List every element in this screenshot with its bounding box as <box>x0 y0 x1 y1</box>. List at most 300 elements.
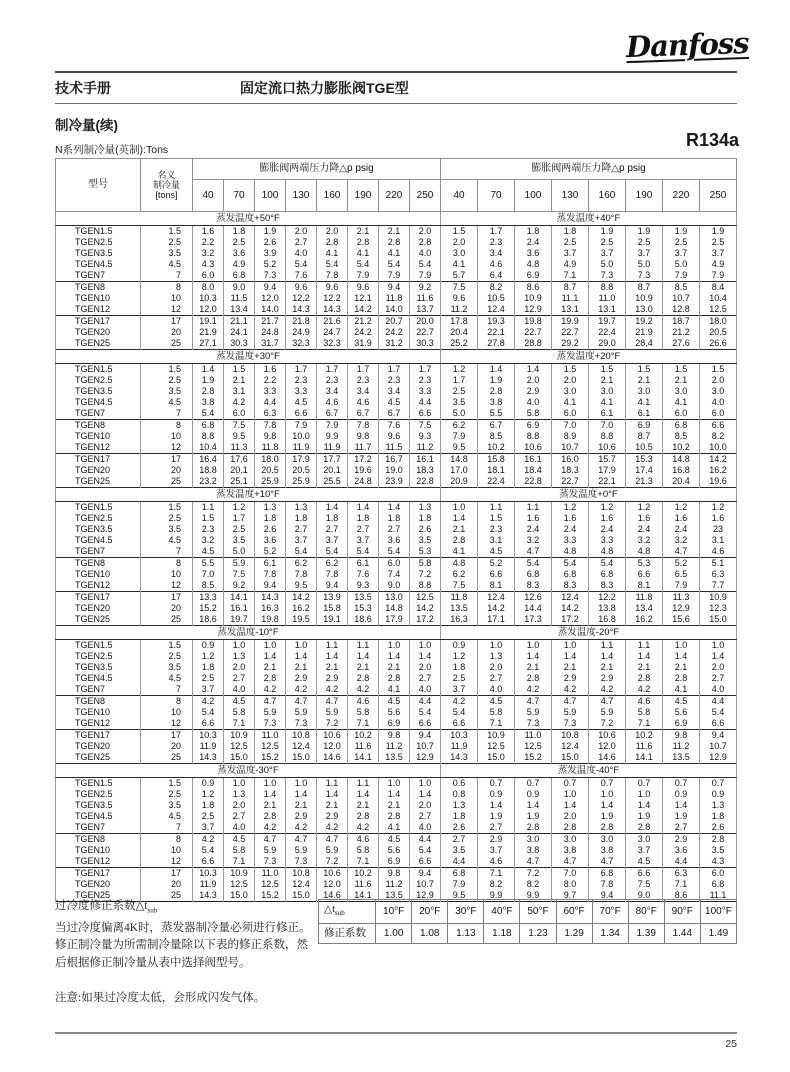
capacity-cell: 3.6 <box>224 248 255 259</box>
nominal-capacity-cell: 2.5 <box>141 237 193 248</box>
capacity-cell: 27.1 <box>193 338 224 350</box>
capacity-cell: 10.2 <box>626 730 663 742</box>
capacity-cell: 12.0 <box>317 741 348 752</box>
capacity-cell: 2.5 <box>441 386 478 397</box>
nominal-capacity-cell: 25 <box>141 752 193 764</box>
capacity-cell: 12.8 <box>663 304 700 316</box>
table-row <box>56 741 737 752</box>
model-cell: TGEN2.5 <box>56 789 141 800</box>
capacity-cell: 3.0 <box>663 386 700 397</box>
corr-factor-cell: 1.34 <box>592 924 628 944</box>
capacity-cell: 17.0 <box>441 465 478 476</box>
corr-factor-cell: 1.08 <box>412 924 448 944</box>
capacity-cell: 1.9 <box>193 375 224 386</box>
section-temp-label-left: 蒸发温度-10°F <box>56 626 441 640</box>
capacity-cell: 6.6 <box>478 569 515 580</box>
capacity-cell: 6.8 <box>663 420 700 432</box>
capacity-cell: 1.8 <box>224 226 255 238</box>
capacity-cell: 6.8 <box>441 868 478 880</box>
capacity-cell: 23.9 <box>379 476 410 488</box>
capacity-cell: 2.7 <box>663 822 700 834</box>
capacity-cell: 3.2 <box>663 535 700 546</box>
capacity-cell: 6.9 <box>515 270 552 282</box>
capacity-cell: 5.0 <box>441 408 478 420</box>
capacity-cell: 8.7 <box>552 282 589 294</box>
capacity-cell: 4.0 <box>286 248 317 259</box>
capacity-cell: 16.2 <box>626 614 663 626</box>
capacity-cell: 12.4 <box>552 592 589 604</box>
capacity-cell: 10.4 <box>700 293 737 304</box>
capacity-cell: 10.2 <box>663 442 700 454</box>
capacity-cell: 1.7 <box>478 226 515 238</box>
capacity-cell: 14.2 <box>700 454 737 466</box>
capacity-cell: 1.4 <box>317 789 348 800</box>
capacity-cell: 1.7 <box>441 375 478 386</box>
section-temp-row <box>56 350 737 364</box>
nominal-capacity-cell: 8 <box>141 282 193 294</box>
capacity-cell: 19.0 <box>379 465 410 476</box>
nominal-capacity-cell: 1.5 <box>141 640 193 652</box>
capacity-cell: 4.1 <box>379 822 410 834</box>
capacity-cell: 7.6 <box>348 569 379 580</box>
capacity-cell: 14.6 <box>317 752 348 764</box>
capacity-cell: 1.0 <box>286 640 317 652</box>
capacity-cell: 1.1 <box>626 640 663 652</box>
capacity-cell: 10.2 <box>348 730 379 742</box>
capacity-cell: 2.4 <box>515 524 552 535</box>
capacity-cell: 6.6 <box>626 868 663 880</box>
corr-temp-cell: 60°F <box>556 900 592 924</box>
capacity-cell: 4.2 <box>589 684 626 696</box>
capacity-cell: 3.7 <box>193 822 224 834</box>
capacity-cell: 1.4 <box>700 651 737 662</box>
model-cell: TGEN3.5 <box>56 662 141 673</box>
capacity-cell: 9.0 <box>626 890 663 902</box>
nominal-capacity-cell: 4.5 <box>141 673 193 684</box>
pressure-value-header: 220 <box>379 180 410 212</box>
capacity-cell: 4.9 <box>700 259 737 270</box>
capacity-cell: 25.9 <box>286 476 317 488</box>
capacity-cell: 7.0 <box>552 420 589 432</box>
doc-title: 固定流口热力膨胀阀TGE型 <box>240 80 409 96</box>
capacity-cell: 2.5 <box>224 524 255 535</box>
capacity-cell: 11.2 <box>410 442 441 454</box>
capacity-cell: 19.7 <box>589 316 626 328</box>
capacity-cell: 22.1 <box>478 327 515 338</box>
model-cell: TGEN25 <box>56 338 141 350</box>
table-row <box>56 375 737 386</box>
capacity-cell: 2.3 <box>379 375 410 386</box>
table-row <box>56 282 737 294</box>
capacity-cell: 22.7 <box>515 327 552 338</box>
model-cell: TGEN10 <box>56 431 141 442</box>
capacity-cell: 6.2 <box>441 569 478 580</box>
nominal-capacity-cell: 17 <box>141 592 193 604</box>
capacity-cell: 5.9 <box>286 845 317 856</box>
capacity-cell: 6.9 <box>663 718 700 730</box>
capacity-cell: 11.1 <box>552 293 589 304</box>
capacity-cell: 1.2 <box>552 502 589 514</box>
capacity-cell: 1.8 <box>193 662 224 673</box>
capacity-cell: 10.9 <box>626 293 663 304</box>
capacity-cell: 6.6 <box>193 856 224 868</box>
corr-factor-cell: 1.29 <box>556 924 592 944</box>
capacity-cell: 2.7 <box>700 673 737 684</box>
capacity-cell: 9.3 <box>410 431 441 442</box>
capacity-cell: 4.2 <box>255 684 286 696</box>
capacity-cell: 6.0 <box>552 408 589 420</box>
capacity-cell: 7.3 <box>515 718 552 730</box>
capacity-cell: 11.9 <box>286 442 317 454</box>
capacity-cell: 14.1 <box>626 752 663 764</box>
capacity-cell: 7.9 <box>663 580 700 592</box>
table-row <box>56 270 737 282</box>
capacity-cell: 3.5 <box>700 845 737 856</box>
capacity-cell: 20.0 <box>410 316 441 328</box>
capacity-cell: 4.1 <box>626 397 663 408</box>
capacity-cell: 14.2 <box>286 592 317 604</box>
table-row <box>56 684 737 696</box>
capacity-cell: 6.6 <box>626 569 663 580</box>
capacity-cell: 9.4 <box>317 580 348 592</box>
capacity-cell: 3.8 <box>193 397 224 408</box>
capacity-cell: 7.3 <box>255 856 286 868</box>
capacity-cell: 5.4 <box>441 707 478 718</box>
capacity-cell: 0.9 <box>478 789 515 800</box>
capacity-cell: 0.9 <box>700 789 737 800</box>
capacity-cell: 14.3 <box>193 890 224 902</box>
capacity-cell: 5.4 <box>410 707 441 718</box>
capacity-cell: 15.8 <box>317 603 348 614</box>
capacity-cell: 4.1 <box>589 397 626 408</box>
nominal-capacity-cell: 12 <box>141 442 193 454</box>
capacity-cell: 2.3 <box>478 524 515 535</box>
capacity-cell: 1.5 <box>626 364 663 376</box>
section-temp-row <box>56 626 737 640</box>
capacity-cell: 20.4 <box>663 476 700 488</box>
capacity-cell: 12.5 <box>700 304 737 316</box>
section-temp-label-right: 蒸发温度+0°F <box>441 488 737 502</box>
capacity-cell: 2.0 <box>410 662 441 673</box>
table-row <box>56 248 737 259</box>
capacity-cell: 23.2 <box>193 476 224 488</box>
capacity-cell: 9.6 <box>441 293 478 304</box>
capacity-cell: 3.4 <box>317 386 348 397</box>
capacity-cell: 2.5 <box>589 237 626 248</box>
capacity-cell: 15.0 <box>224 890 255 902</box>
capacity-cell: 4.7 <box>286 696 317 708</box>
capacity-cell: 1.6 <box>193 226 224 238</box>
capacity-cell: 2.1 <box>441 524 478 535</box>
capacity-cell: 7.1 <box>663 879 700 890</box>
capacity-cell: 13.5 <box>441 603 478 614</box>
capacity-cell: 13.5 <box>379 890 410 902</box>
nominal-capacity-cell: 1.5 <box>141 502 193 514</box>
capacity-cell: 2.1 <box>552 662 589 673</box>
capacity-cell: 8.9 <box>552 431 589 442</box>
capacity-cell: 4.2 <box>286 684 317 696</box>
capacity-cell: 1.7 <box>348 364 379 376</box>
section-temp-row <box>56 764 737 778</box>
capacity-cell: 3.0 <box>626 834 663 846</box>
capacity-cell: 8.8 <box>589 282 626 294</box>
model-column-header: 型号 <box>56 159 141 212</box>
capacity-cell: 31.7 <box>255 338 286 350</box>
capacity-cell: 15.6 <box>663 614 700 626</box>
capacity-cell: 2.1 <box>224 375 255 386</box>
capacity-cell: 5.0 <box>224 546 255 558</box>
section-temp-label-right: 蒸发温度+40°F <box>441 212 737 226</box>
capacity-cell: 14.6 <box>317 890 348 902</box>
table-row <box>56 651 737 662</box>
capacity-cell: 4.1 <box>663 397 700 408</box>
capacity-cell: 25.2 <box>441 338 478 350</box>
table-row <box>56 408 737 420</box>
capacity-cell: 1.4 <box>193 364 224 376</box>
capacity-cell: 2.3 <box>286 375 317 386</box>
capacity-cell: 5.3 <box>626 558 663 570</box>
capacity-cell: 2.7 <box>224 673 255 684</box>
table-row <box>56 569 737 580</box>
capacity-cell: 11.0 <box>255 730 286 742</box>
pressure-drop-header-right: 膨胀阀两端压力降△p psig <box>441 159 737 180</box>
nominal-capacity-cell: 10 <box>141 431 193 442</box>
capacity-cell: 3.7 <box>552 248 589 259</box>
table-row <box>56 580 737 592</box>
capacity-cell: 1.9 <box>589 811 626 822</box>
capacity-cell: 4.2 <box>317 684 348 696</box>
capacity-cell: 9.5 <box>441 890 478 902</box>
capacity-cell: 14.0 <box>255 304 286 316</box>
capacity-cell: 9.6 <box>317 282 348 294</box>
capacity-cell: 1.5 <box>552 364 589 376</box>
capacity-cell: 7.2 <box>589 718 626 730</box>
capacity-cell: 1.3 <box>224 789 255 800</box>
capacity-cell: 19.1 <box>317 614 348 626</box>
corr-temp-cell: 100°F <box>700 900 736 924</box>
capacity-cell: 2.0 <box>224 662 255 673</box>
capacity-cell: 5.4 <box>410 259 441 270</box>
capacity-cell: 7.9 <box>441 879 478 890</box>
corr-temp-row <box>319 900 737 924</box>
capacity-cell: 1.9 <box>663 811 700 822</box>
capacity-cell: 2.8 <box>589 822 626 834</box>
table-row <box>56 513 737 524</box>
capacity-cell: 5.0 <box>589 259 626 270</box>
capacity-cell: 4.5 <box>379 834 410 846</box>
capacity-cell: 18.0 <box>255 454 286 466</box>
capacity-cell: 2.5 <box>224 237 255 248</box>
table-row <box>56 304 737 316</box>
corr-temp-cell: 10°F <box>376 900 412 924</box>
nominal-capacity-cell: 3.5 <box>141 386 193 397</box>
capacity-cell: 12.0 <box>255 293 286 304</box>
capacity-cell: 4.5 <box>663 696 700 708</box>
capacity-cell: 32.3 <box>317 338 348 350</box>
capacity-cell: 2.1 <box>379 662 410 673</box>
capacity-cell: 24.1 <box>224 327 255 338</box>
model-cell: TGEN8 <box>56 282 141 294</box>
model-cell: TGEN20 <box>56 603 141 614</box>
capacity-cell: 0.7 <box>515 778 552 790</box>
capacity-cell: 5.8 <box>410 558 441 570</box>
table-row <box>56 811 737 822</box>
capacity-cell: 15.7 <box>589 454 626 466</box>
nominal-capacity-cell: 12 <box>141 856 193 868</box>
capacity-cell: 1.6 <box>700 513 737 524</box>
capacity-cell: 14.4 <box>515 603 552 614</box>
capacity-cell: 1.0 <box>626 789 663 800</box>
table-row <box>56 845 737 856</box>
capacity-cell: 7.9 <box>348 270 379 282</box>
capacity-cell: 2.4 <box>589 524 626 535</box>
capacity-cell: 5.6 <box>379 707 410 718</box>
capacity-cell: 8.4 <box>700 282 737 294</box>
capacity-cell: 9.6 <box>379 431 410 442</box>
capacity-cell: 1.3 <box>700 800 737 811</box>
corr-factor-cell: 1.00 <box>376 924 412 944</box>
capacity-cell: 1.7 <box>224 513 255 524</box>
capacity-cell: 31.9 <box>348 338 379 350</box>
capacity-cell: 8.3 <box>589 580 626 592</box>
nominal-capacity-cell: 10 <box>141 293 193 304</box>
capacity-cell: 3.2 <box>515 535 552 546</box>
capacity-cell: 3.7 <box>478 845 515 856</box>
model-cell: TGEN2.5 <box>56 651 141 662</box>
nominal-capacity-cell: 4.5 <box>141 811 193 822</box>
capacity-cell: 11.6 <box>626 741 663 752</box>
capacity-cell: 7.6 <box>379 420 410 432</box>
capacity-cell: 22.7 <box>552 327 589 338</box>
capacity-cell: 6.7 <box>348 408 379 420</box>
capacity-cell: 7.4 <box>379 569 410 580</box>
capacity-cell: 3.3 <box>410 386 441 397</box>
capacity-cell: 7.9 <box>286 420 317 432</box>
capacity-cell: 1.1 <box>193 502 224 514</box>
capacity-cell: 9.0 <box>379 580 410 592</box>
capacity-cell: 2.5 <box>700 237 737 248</box>
capacity-cell: 10.3 <box>193 730 224 742</box>
capacity-cell: 2.8 <box>515 673 552 684</box>
delta-t-sub-label: $\triangle t_{sub}$ <box>319 900 376 924</box>
capacity-cell: 4.7 <box>552 856 589 868</box>
model-cell: TGEN8 <box>56 696 141 708</box>
capacity-cell: 8.0 <box>193 282 224 294</box>
capacity-cell: 1.8 <box>286 513 317 524</box>
capacity-cell: 6.3 <box>255 408 286 420</box>
capacity-cell: 1.6 <box>552 513 589 524</box>
nominal-capacity-cell: 17 <box>141 730 193 742</box>
model-cell: TGEN1.5 <box>56 778 141 790</box>
capacity-cell: 4.2 <box>348 822 379 834</box>
capacity-cell: 5.6 <box>663 707 700 718</box>
capacity-cell: 14.3 <box>317 304 348 316</box>
capacity-cell: 16.2 <box>700 465 737 476</box>
table-row <box>56 696 737 708</box>
nominal-capacity-cell: 17 <box>141 316 193 328</box>
table-row <box>56 259 737 270</box>
capacity-cell: 2.1 <box>379 800 410 811</box>
capacity-cell: 11.8 <box>626 592 663 604</box>
capacity-cell: 4.5 <box>478 546 515 558</box>
table-row <box>56 338 737 350</box>
table-row <box>56 778 737 790</box>
capacity-cell: 2.3 <box>478 237 515 248</box>
capacity-cell: 12.2 <box>317 293 348 304</box>
capacity-cell: 1.2 <box>441 651 478 662</box>
model-cell: TGEN4.5 <box>56 397 141 408</box>
model-cell: TGEN1.5 <box>56 640 141 652</box>
capacity-cell: 5.4 <box>700 707 737 718</box>
capacity-cell: 4.4 <box>441 856 478 868</box>
pressure-value-header: 130 <box>552 180 589 212</box>
capacity-cell: 20.5 <box>286 465 317 476</box>
capacity-cell: 1.4 <box>410 789 441 800</box>
capacity-cell: 3.1 <box>478 535 515 546</box>
nominal-capacity-cell: 10 <box>141 845 193 856</box>
nominal-capacity-cell: 4.5 <box>141 397 193 408</box>
capacity-cell: 9.4 <box>410 730 441 742</box>
capacity-cell: 1.2 <box>193 651 224 662</box>
capacity-cell: 7.8 <box>317 569 348 580</box>
capacity-cell: 2.4 <box>663 524 700 535</box>
capacity-cell: 2.3 <box>317 375 348 386</box>
capacity-cell: 24.8 <box>255 327 286 338</box>
capacity-cell: 2.9 <box>589 673 626 684</box>
capacity-cell: 11.0 <box>515 730 552 742</box>
capacity-cell: 1.2 <box>441 364 478 376</box>
capacity-cell: 15.3 <box>348 603 379 614</box>
capacity-cell: 1.4 <box>589 651 626 662</box>
nominal-capacity-cell: 7 <box>141 684 193 696</box>
capacity-cell: 7.0 <box>193 569 224 580</box>
capacity-cell: 5.9 <box>255 707 286 718</box>
capacity-cell: 1.2 <box>224 502 255 514</box>
table-row <box>56 834 737 846</box>
capacity-cell: 22.1 <box>589 476 626 488</box>
capacity-cell: 1.5 <box>441 226 478 238</box>
capacity-cell: 12.4 <box>478 592 515 604</box>
table-row <box>56 431 737 442</box>
capacity-cell: 2.8 <box>348 237 379 248</box>
capacity-cell: 1.0 <box>286 778 317 790</box>
capacity-cell: 13.0 <box>626 304 663 316</box>
capacity-cell: 8.2 <box>478 282 515 294</box>
model-cell: TGEN4.5 <box>56 811 141 822</box>
capacity-cell: 4.7 <box>317 834 348 846</box>
capacity-cell: 6.1 <box>626 408 663 420</box>
header-rule-top <box>55 71 737 73</box>
model-cell: TGEN3.5 <box>56 386 141 397</box>
capacity-cell: 4.2 <box>626 684 663 696</box>
capacity-cell: 10.9 <box>515 293 552 304</box>
capacity-cell: 2.9 <box>515 386 552 397</box>
capacity-cell: 1.6 <box>589 513 626 524</box>
capacity-cell: 5.5 <box>478 408 515 420</box>
table-row <box>56 614 737 626</box>
capacity-cell: 3.7 <box>626 248 663 259</box>
capacity-cell: 2.7 <box>441 834 478 846</box>
capacity-cell: 12.2 <box>589 592 626 604</box>
capacity-cell: 18.0 <box>700 316 737 328</box>
capacity-cell: 24.9 <box>286 327 317 338</box>
capacity-cell: 2.1 <box>663 662 700 673</box>
capacity-cell: 1.9 <box>478 375 515 386</box>
capacity-cell: 2.1 <box>348 800 379 811</box>
capacity-cell: 6.3 <box>700 569 737 580</box>
capacity-cell: 6.8 <box>193 420 224 432</box>
capacity-cell: 8.1 <box>626 580 663 592</box>
